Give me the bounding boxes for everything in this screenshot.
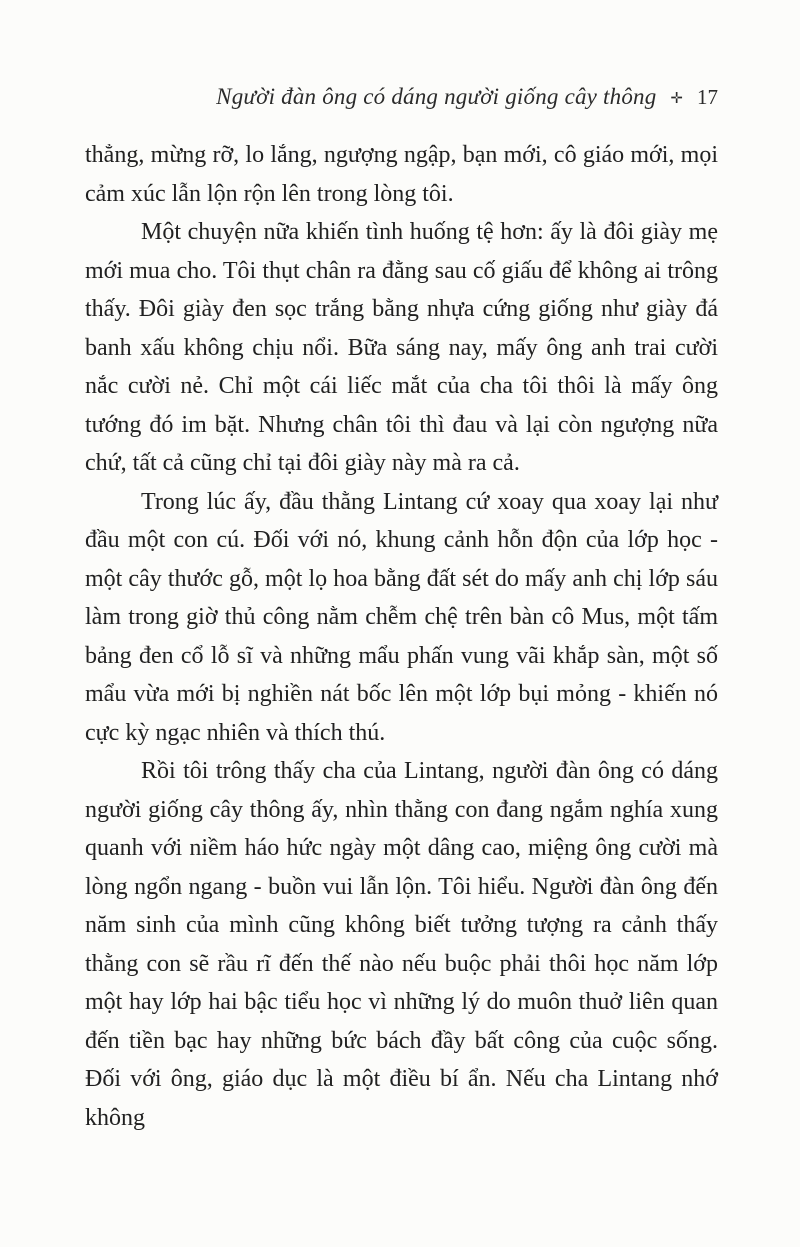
cross-ornament-icon: ✛	[670, 89, 683, 107]
paragraph: Một chuyện nữa khiến tình huống tệ hơn: ấy là đôi giày mẹ mới mua cho. Tôi thụt chân ra đằng sau cố giấu để không ai trông thấy. Đôi giày đen sọc trắng bằng nhựa cứng giống như giày đá banh xấu không chịu nổi. Bữa sáng nay, mấy ông anh trai cười nắc cười nẻ. Chỉ một cái liếc mắt của cha tôi thôi là mấy ông tướng đó im bặt. Nhưng chân tôi thì đau và lại còn ngượng nữa chứ, tất cả cũng chỉ tại đôi giày này mà ra cả.	[85, 219, 718, 476]
running-title: Người đàn ông có dáng người giống cây thông	[216, 84, 657, 109]
page-header	[85, 84, 718, 110]
paragraph: Rồi tôi trông thấy cha của Lintang, người đàn ông có dáng người giống cây thông ấy, nhìn thằng con đang ngắm nghía xung quanh với niềm háo hức ngày một dâng cao, miệng ông cười mà lòng ngổn ngang - buồn vui lẫn lộn. Tôi hiểu. Người đàn ông đến năm sinh của mình cũng không biết tưởng tượng ra cảnh thấy thằng con sẽ rầu rĩ đến thế nào nếu buộc phải thôi học năm lớp một hay lớp hai bậc tiểu học vì những lý do muôn thuở liên quan đến tiền bạc hay những bức bách đầy bất công của cuộc sống. Đối với ông, giáo dục là một điều bí ẩn. Nếu cha Lintang nhớ không	[85, 758, 718, 1131]
paragraph: Trong lúc ấy, đầu thằng Lintang cứ xoay qua xoay lại như đầu một con cú. Đối với nó, khung cảnh hỗn độn của lớp học - một cây thước gỗ, một lọ hoa bằng đất sét do mấy anh chị lớp sáu làm trong giờ thủ công nằm chễm chệ trên bàn cô Mus, một tấm bảng đen cổ lỗ sĩ và những mẩu phấn vung vãi khắp sàn, một số mẩu vừa mới bị nghiền nát bốc lên một lớp bụi mỏng - khiến nó cực kỳ ngạc nhiên và thích thú.	[85, 488, 718, 746]
paragraph: thẳng, mừng rỡ, lo lắng, ngượng ngập, bạn mới, cô giáo mới, mọi cảm xúc lẫn lộn rộn lên trong lòng tôi.	[85, 142, 718, 207]
page-body	[85, 136, 718, 1137]
page-number: 17	[697, 85, 718, 109]
